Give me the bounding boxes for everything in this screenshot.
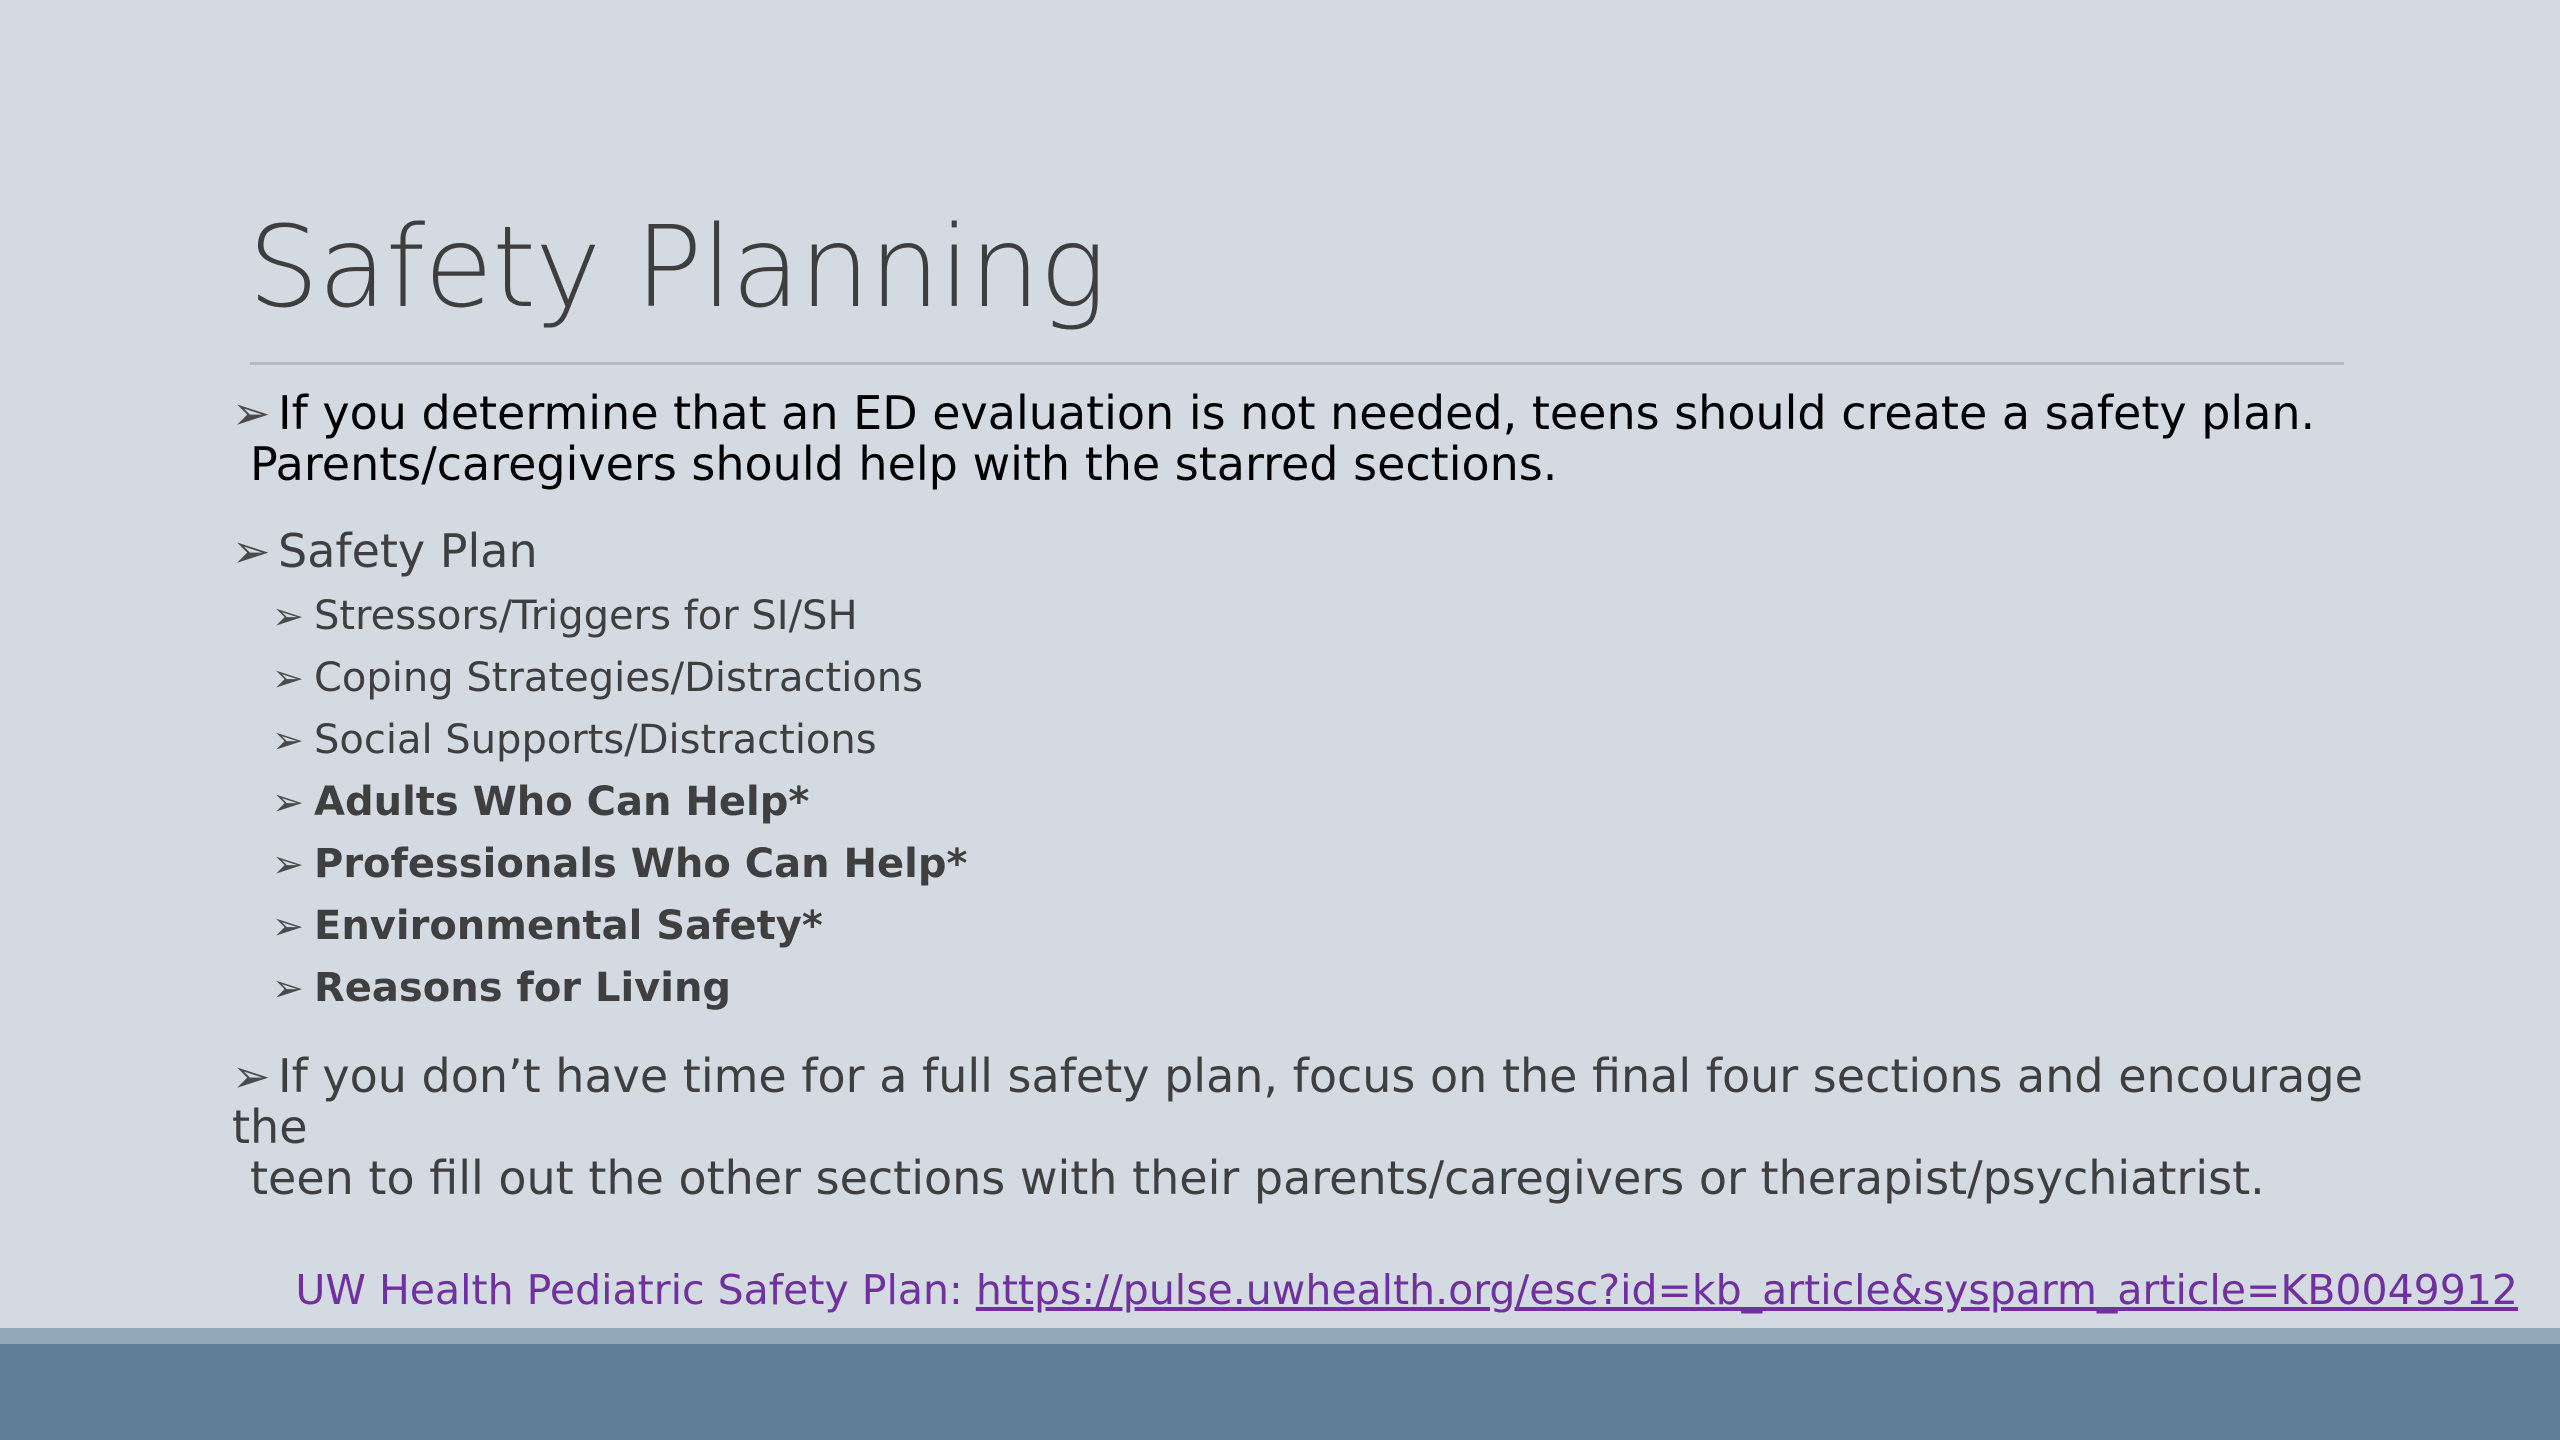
arrow-bullet-icon: ➢ [272, 594, 304, 638]
safety-plan-sections [232, 585, 2382, 1019]
safety-plan-link[interactable]: https://pulse.uwhealth.org/esc?id=kb_article&sysparm_article=KB0049912 [975, 1266, 2518, 1314]
section-environmental: Environmental Safety* [314, 903, 823, 949]
bullet-final [232, 1051, 2382, 1204]
final-line-1: If you don’t have time for a full safety plan, focus on the final four sections and encourage the [232, 1049, 2363, 1154]
final-line-2: teen to fill out the other sections with their parents/caregivers or therapist/psychiatrist. [250, 1151, 2265, 1205]
list-item [272, 957, 2382, 1019]
list-item [272, 585, 2382, 647]
bullet-intro [232, 388, 2382, 490]
section-adults: Adults Who Can Help* [314, 779, 810, 825]
slide-content [232, 388, 2382, 1204]
arrow-bullet-icon: ➢ [272, 656, 304, 700]
list-item [272, 895, 2382, 957]
arrow-bullet-icon: ➢ [272, 966, 304, 1010]
arrow-bullet-icon: ➢ [232, 386, 271, 440]
section-coping: Coping Strategies/Distractions [314, 655, 923, 701]
list-item [272, 833, 2382, 895]
safety-plan-label: Safety Plan [278, 524, 538, 578]
intro-line-2: Parents/caregivers should help with the starred sections. [250, 437, 1558, 491]
section-reasons: Reasons for Living [314, 965, 732, 1011]
section-social-supports: Social Supports/Distractions [314, 717, 877, 763]
section-professionals: Professionals Who Can Help* [314, 841, 968, 887]
footer-band-dark [0, 1344, 2560, 1440]
footer-label: UW Health Pediatric Safety Plan: [295, 1266, 976, 1314]
intro-line-1: If you determine that an ED evaluation is not needed, teens should create a safety plan. [278, 386, 2316, 440]
slide-title: Safety Planning [248, 203, 1106, 333]
footer-band-light [0, 1328, 2560, 1344]
arrow-bullet-icon: ➢ [232, 524, 271, 578]
arrow-bullet-icon: ➢ [272, 718, 304, 762]
title-divider [250, 362, 2344, 365]
arrow-bullet-icon: ➢ [232, 1049, 271, 1103]
bullet-safety-plan [232, 526, 2382, 577]
list-item [272, 771, 2382, 833]
footer-reference [295, 1266, 2518, 1314]
arrow-bullet-icon: ➢ [272, 780, 304, 824]
arrow-bullet-icon: ➢ [272, 842, 304, 886]
arrow-bullet-icon: ➢ [272, 904, 304, 948]
section-stressors: Stressors/Triggers for SI/SH [314, 593, 858, 639]
list-item [272, 709, 2382, 771]
list-item [272, 647, 2382, 709]
